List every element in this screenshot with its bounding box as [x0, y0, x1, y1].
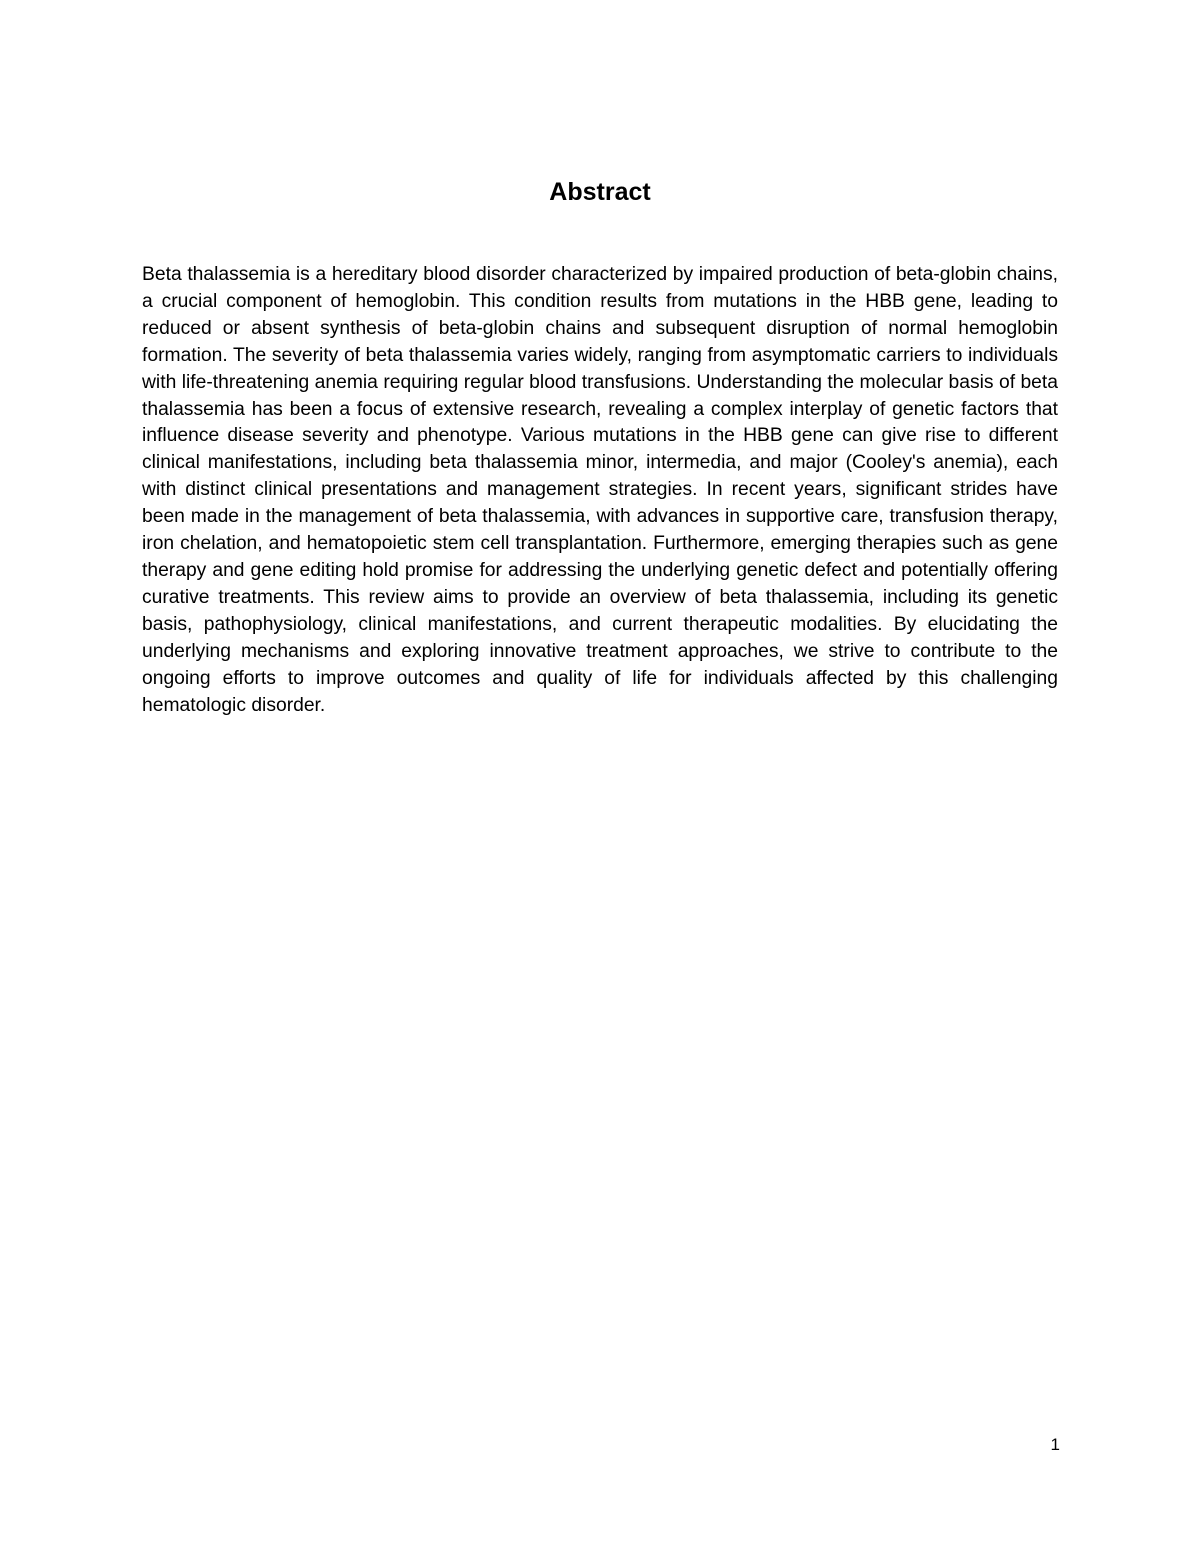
page-number: 1: [1050, 1435, 1060, 1454]
abstract-heading: Abstract: [549, 178, 651, 206]
abstract-paragraph: Beta thalassemia is a hereditary blood disorder characterized by impaired production of beta-globin chains, a crucial component of hemoglobin. This condition results from mutations in the HBB gene, leading to reduced or absent synthesis of beta-globin chains and subsequent disruption of normal hemoglobin formation. The severity of beta thalassemia varies widely, ranging from asymptomatic carriers to individuals with life-threatening anemia requiring regular blood transfusions. Understanding the molecular basis of beta thalassemia has been a focus of extensive research, revealing a complex interplay of genetic factors that influence disease severity and phenotype. Various mutations in the HBB gene can give rise to different clinical manifestations, including beta thalassemia minor, intermedia, and major (Cooley's anemia), each with distinct clinical presentations and management strategies. In recent years, significant strides have been made in the management of beta thalassemia, with advances in supportive care, transfusion therapy, iron chelation, and hematopoietic stem cell transplantation. Furthermore, emerging therapies such as gene therapy and gene editing hold promise for addressing the underlying genetic defect and potentially offering curative treatments. This review aims to provide an overview of beta thalassemia, including its genetic basis, pathophysiology, clinical manifestations, and current therapeutic modalities. By elucidating the underlying mechanisms and exploring innovative treatment approaches, we strive to contribute to the ongoing efforts to improve outcomes and quality of life for individuals affected by this challenging hematologic disorder.: [142, 264, 1058, 716]
